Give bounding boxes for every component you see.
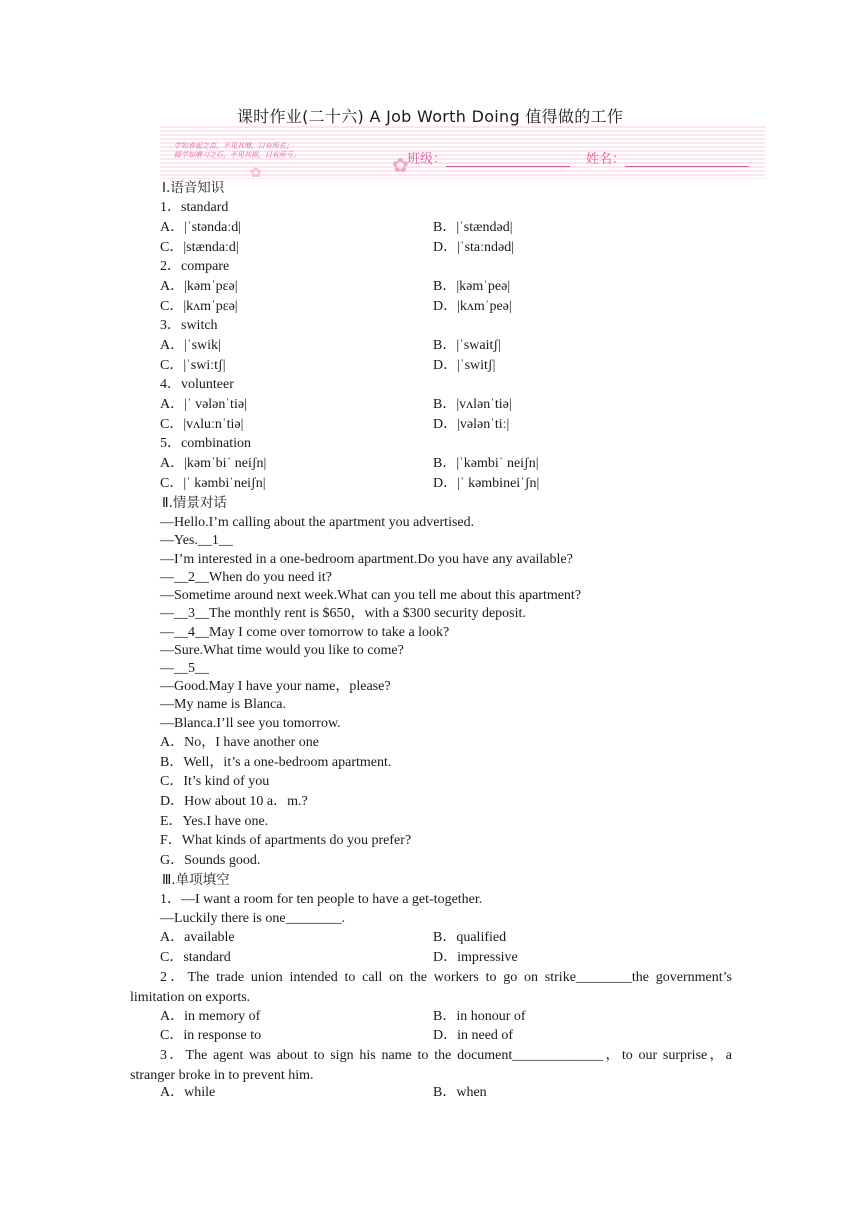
dialogue-line: —My name is Blanca. [160,697,286,712]
class-label: 班级： [407,152,447,167]
dialogue-line: —Good.May I have your name，please? [160,679,391,694]
question-text: 2．The trade union intended to call on the workers to go on strike________the government’s limitation on exports. [130,970,732,1005]
option: C．|kʌmˈpεə| [160,299,238,314]
question-stem: —Luckily there is one________. [160,911,346,926]
dialogue-option: F．What kinds of apartments do you prefer? [160,833,412,848]
name-field[interactable] [586,148,749,167]
dialogue-line: —Sure.What time would you like to come? [160,643,404,658]
question-stem: 4．volunteer [160,377,234,392]
motto-line-1: 学如春起之苗，不见其增，日有所长； [174,142,293,150]
dialogue-line: —__4__May I come over tomorrow to take a look? [160,625,450,640]
option: A．|ˈ vələnˈtiə| [160,397,247,412]
header-banner [160,126,766,179]
option: B．|ˈkəmbiˈ neiʃn| [433,456,539,471]
dialogue-option: G．Sounds good. [160,853,261,868]
option: C．|ˈ kəmbiˈneiʃn| [160,476,266,491]
option: D．in need of [433,1028,514,1043]
option: D．|ˈswitʃ| [433,358,496,373]
flower-icon: ✿ [392,153,409,177]
option: D．|ˈstaːndəd| [433,240,515,255]
dialogue-line: —I’m interested in a one-bedroom apartment.Do you have any available? [160,552,573,567]
option: A．available [160,930,235,945]
option: D．|kʌmˈpeə| [433,299,512,314]
dialogue-line: —Hello.I’m calling about the apartment you advertised. [160,515,475,530]
dialogue-line: —__3__The monthly rent is $650，with a $300 security deposit. [160,606,526,621]
option: B．when [433,1085,487,1100]
dialogue-option: E．Yes.I have one. [160,814,269,829]
dialogue-line: —Blanca.I’ll see you tomorrow. [160,716,341,731]
option: C．in response to [160,1028,262,1043]
name-blank[interactable] [625,152,749,167]
question-stem [130,968,732,1007]
option: B．|kəmˈpeə| [433,279,511,294]
option: A．|ˈswik| [160,338,221,353]
option: C．standard [160,950,231,965]
name-label: 姓名： [586,152,626,167]
dialogue-line: —Sometime around next week.What can you tell me about this apartment? [160,588,582,603]
question-stem: 1．—I want a room for ten people to have a get-together. [160,892,483,907]
motto [174,142,404,160]
option: B．in honour of [433,1009,526,1024]
option: A．|ˈstəndaːd| [160,220,242,235]
question-text: 3．The agent was about to sign his name to the document_____________，to our surprise，a stranger broke in to prevent him. [130,1048,732,1083]
option: C．|stændaːd| [160,240,239,255]
option: B．qualified [433,930,507,945]
dialogue-line: —__5__ [160,661,209,676]
option: D．|ˈ kəmbineiˈʃn| [433,476,540,491]
question-stem [130,1046,732,1085]
dialogue-option: C．It’s kind of you [160,774,270,789]
dialogue-option: B．Well，it’s a one-bedroom apartment. [160,755,392,770]
question-stem: 2．compare [160,259,230,274]
option: A．in memory of [160,1009,261,1024]
option: A．|kəmˈbiˈ neiʃn| [160,456,267,471]
question-stem: 5．combination [160,436,251,451]
section-heading: Ⅲ.单项填空 [162,872,230,888]
option: C．|ˈswiːtʃ| [160,358,226,373]
dialogue-line: —__2__When do you need it? [160,570,332,585]
section-heading: Ⅱ.情景对话 [162,495,227,511]
option: D．impressive [433,950,518,965]
flower-icon: ✿ [250,165,262,179]
dialogue-option: D．How about 10 a．m.? [160,794,308,809]
class-blank[interactable] [446,152,570,167]
option: A．while [160,1085,216,1100]
option: B．|ˈstændəd| [433,220,513,235]
dialogue-option: A．No，I have another one [160,735,320,750]
option: B．|ˈswaitʃ| [433,338,501,353]
option: C．|vʌluːnˈtiə| [160,417,244,432]
page-title: 课时作业(二十六) A Job Worth Doing 值得做的工作 [236,107,624,126]
class-field[interactable] [407,148,570,167]
dialogue-line: —Yes.__1__ [160,533,233,548]
option: D．|vələnˈtiː| [433,417,510,432]
question-stem: 3．switch [160,318,218,333]
question-stem: 1．standard [160,200,229,215]
section-heading: Ⅰ.语音知识 [162,180,225,196]
option: A．|kəmˈpεə| [160,279,238,294]
motto-line-2: 辍学如磨刀之石，不见其损，日有所亏。 [174,151,300,159]
option: B．|vʌlənˈtiə| [433,397,512,412]
